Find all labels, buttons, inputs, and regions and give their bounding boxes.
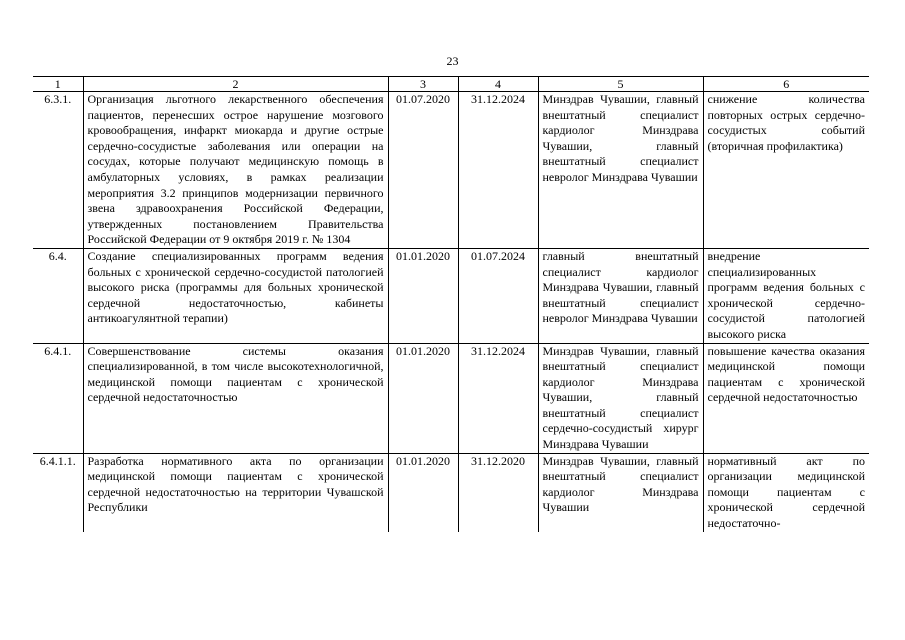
responsible-text: главный внештатный специалист кардиолог Минздрава Чувашии, главный внештатный специалист невролог Минздрава Чувашии (538, 248, 703, 343)
item-number: 6.3.1. (44, 92, 72, 106)
activity-text: Создание специализированных программ ведения больных с хронической сердечно-сосудистой патологией высокого риска (программы для больных хронической сердечной недостаточностью, кабинеты антикоагулянтной терапии) (83, 248, 388, 343)
table-row (33, 92, 869, 249)
page-number: 23 (446, 54, 459, 68)
header-cell: 1 (33, 77, 83, 92)
start-date: 01.01.2020 (388, 343, 458, 453)
responsible-text: Минздрав Чувашии, главный внештатный специалист кардиолог Минздрава Чувашии, главный внештатный специалист сердечно-сосудистый хирург Минздрава Чувашии (538, 343, 703, 453)
result-text: внедрение специализированных программ ведения больных с хронической сердечно-сосудистой патологией высокого риска (703, 248, 869, 343)
activity-text: Разработка нормативного акта по организации медицинской помощи пациентам с хронической сердечной недостаточностью на территории Чувашской Республики (83, 453, 388, 531)
result-text: нормативный акт по организации медицинской помощи пациентам с хронической сердечной недостаточно- (703, 453, 869, 531)
header-cell: 4 (458, 77, 538, 92)
responsible-text: Минздрав Чувашии, главный внештатный специалист кардиолог Минздрава Чувашии (538, 453, 703, 531)
result-text: повышение качества оказания медицинской помощи пациентам с хронической сердечной недостаточностью (703, 343, 869, 453)
header-cell: 6 (703, 77, 869, 92)
item-number: 6.4. (33, 248, 83, 343)
item-number: 6.4.1. (33, 343, 83, 453)
responsible-text: Минздрав Чувашии, главный внештатный специалист кардиолог Минздрава Чувашии, главный внештатный специалист невролог Минздрава Чувашии (538, 92, 703, 249)
table-row (33, 248, 869, 343)
header-cell: 3 (388, 77, 458, 92)
header-cell: 2 (83, 77, 388, 92)
result-text: снижение количества повторных острых сердечно-сосудистых событий (вторичная профилактика) (703, 92, 869, 249)
measures-table (33, 76, 869, 532)
start-date: 01.07.2020 (388, 92, 458, 249)
activity-text: Совершенствование системы оказания специализированной, в том числе высокотехнологичной, медицинской помощи пациентам с хронической сердечной недостаточностью (83, 343, 388, 453)
end-date: 01.07.2024 (458, 248, 538, 343)
table-row (33, 453, 869, 531)
start-date: 01.01.2020 (388, 248, 458, 343)
item-number: 6.4.1.1. (33, 453, 83, 531)
table-row (33, 343, 869, 453)
end-date: 31.12.2024 (458, 343, 538, 453)
header-cell: 5 (538, 77, 703, 92)
end-date: 31.12.2020 (458, 453, 538, 531)
start-date: 01.01.2020 (388, 453, 458, 531)
activity-text: Организация льготного лекарственного обеспечения пациентов, перенесших острое нарушение мозгового кровообращения, инфаркт миокарда и другие острые сердечно-сосудистые заболевания или операции на сосудах, которые получают медицинскую помощь в амбулаторных условиях, в рамках реализации мероприятия 3.2 принципов модернизации первичного звена здравоохранения Российской Федерации, утвержденных постановлением Правительства Российской Федерации от 9 октября 2019 г. № 1304 (83, 92, 388, 249)
end-date: 31.12.2024 (458, 92, 538, 249)
header-row (33, 77, 869, 92)
